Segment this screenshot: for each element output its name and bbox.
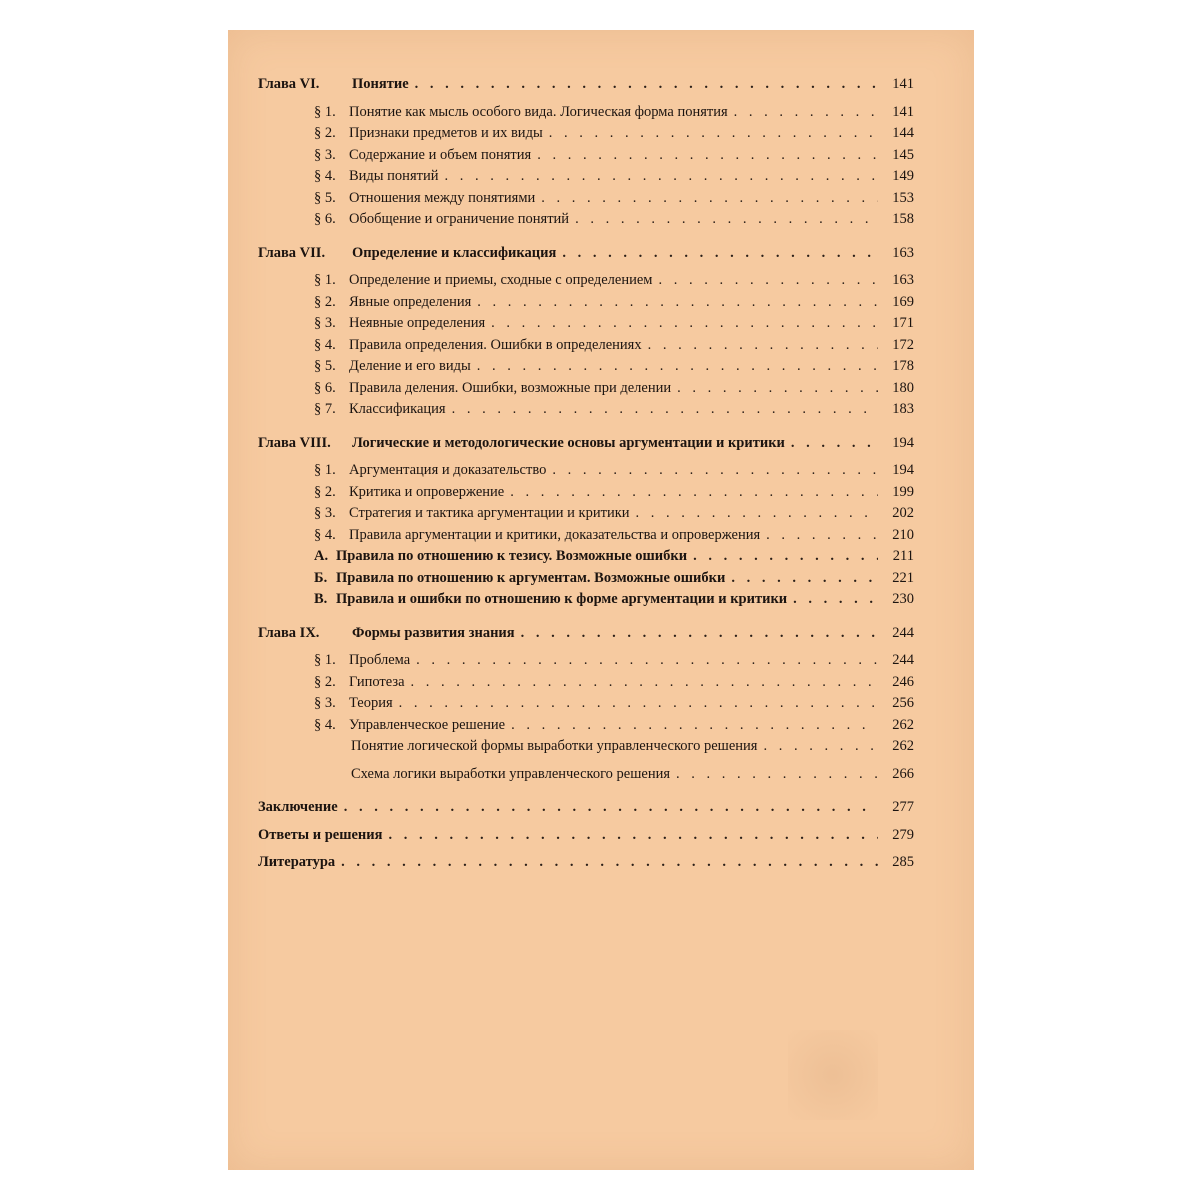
leader-dots [677, 378, 878, 400]
section-label: § 2. [314, 673, 336, 690]
section-entry [258, 209, 914, 231]
section-title: Обобщение и ограничение понятий [349, 211, 570, 227]
section-entry [258, 399, 914, 421]
subsection-title: Правила по отношению к аргументам. Возможные ошибки [336, 569, 726, 586]
page-number: 221 [892, 569, 914, 586]
section-title: Понятие как мысль особого вида. Логическая форма понятия [349, 103, 728, 120]
chapter-9-entry [258, 623, 914, 645]
section-entry [258, 715, 914, 737]
leader-dots [636, 503, 878, 525]
section-label: § 3. [314, 695, 336, 711]
section-entry [258, 313, 914, 335]
subsection-title: Схема логики выработки управленческого решения [351, 765, 671, 782]
section-entry [258, 672, 914, 694]
page-number: 145 [892, 146, 914, 163]
page-number: 244 [892, 652, 914, 668]
section-title: Правила деления. Ошибки, возможные при делении [349, 379, 672, 396]
leader-dots [734, 102, 878, 124]
section-title: Классификация [349, 401, 446, 417]
page-number: 285 [892, 854, 914, 870]
section-label: § 5. [314, 358, 336, 374]
leader-dots [763, 736, 878, 758]
chapter-title: Формы развития знания [352, 624, 515, 641]
leader-dots [549, 123, 878, 145]
page-number: 277 [892, 799, 914, 815]
section-title: Правила аргументации и критики, доказательства и опровержения [349, 526, 761, 543]
section-entry [258, 525, 914, 547]
leader-dots [341, 852, 878, 874]
chapter-title: Понятие [352, 76, 409, 92]
section-title: Теория [349, 695, 393, 711]
conclusion-entry [258, 797, 914, 819]
section-title: Содержание и объем понятия [349, 146, 532, 163]
paper-stain [788, 1030, 878, 1120]
section-label: § 3. [314, 315, 336, 331]
page-number: 141 [892, 76, 914, 92]
section-entry [258, 292, 914, 314]
leader-dots [510, 482, 878, 504]
section-label: § 4. [314, 168, 336, 184]
subsection-label: Б. [314, 569, 328, 586]
page-number: 202 [892, 505, 914, 521]
section-entry [258, 356, 914, 378]
leader-dots [562, 243, 878, 265]
page-number: 262 [892, 716, 914, 733]
subsection-title: Правила по отношению к тезису. Возможные ошибки [336, 548, 688, 564]
section-title: Определение и приемы, сходные с определением [349, 272, 653, 288]
entry-title: Литература [258, 854, 336, 870]
leader-dots [537, 145, 878, 167]
section-label: § 1. [314, 272, 336, 288]
page-number: 230 [892, 591, 914, 607]
section-entry [258, 460, 914, 482]
section-title: Аргументация и доказательство [349, 462, 547, 478]
section-label: § 4. [314, 336, 336, 353]
page-number: 171 [892, 315, 914, 331]
leader-dots [444, 166, 878, 188]
leader-dots [388, 825, 878, 847]
section-entry [258, 270, 914, 292]
subsection-label: А. [314, 548, 329, 564]
subsection-label: В. [314, 591, 328, 607]
chapter-8-entry [258, 433, 914, 455]
subsection-title: Понятие логической формы выработки управленческого решения [351, 738, 758, 754]
page-number: 211 [892, 548, 914, 564]
section-title: Виды понятий [349, 168, 439, 184]
leader-dots [648, 335, 878, 357]
section-entry [258, 378, 914, 400]
page-number: 199 [892, 483, 914, 500]
page-number: 178 [892, 358, 914, 374]
leader-dots [399, 693, 878, 715]
section-title: Явные определения [349, 293, 472, 310]
page-number: 163 [892, 272, 914, 288]
chapter-7-entry [258, 243, 914, 265]
leader-dots [575, 209, 878, 231]
section-entry [258, 145, 914, 167]
leader-dots [415, 74, 878, 96]
section-entry [258, 693, 914, 715]
leader-dots [452, 399, 878, 421]
section-title: Проблема [349, 652, 411, 668]
leader-dots [541, 188, 878, 210]
subsection-entry [258, 736, 914, 758]
chapter-label: Глава VIII. [258, 434, 331, 451]
section-label: § 3. [314, 505, 336, 521]
section-title: Стратегия и тактика аргументации и критики [349, 505, 630, 521]
leader-dots [793, 589, 878, 611]
section-entry [258, 335, 914, 357]
book-page [228, 30, 974, 1170]
answers-entry [258, 825, 914, 847]
chapter-label: Глава VII. [258, 244, 326, 261]
section-label: § 4. [314, 716, 336, 733]
subsection-entry [258, 568, 914, 590]
page-number: 244 [892, 624, 914, 641]
leader-dots [411, 672, 878, 694]
chapter-label: Глава IX. [258, 624, 320, 641]
page-number: 246 [892, 673, 914, 690]
section-label: § 2. [314, 125, 336, 141]
table-of-contents [258, 74, 914, 874]
chapter-title: Определение и классификация [352, 244, 557, 261]
leader-dots [477, 356, 878, 378]
page-number: 144 [892, 125, 914, 141]
leader-dots [552, 460, 878, 482]
section-label: § 3. [314, 146, 336, 163]
leader-dots [521, 623, 878, 645]
leader-dots [766, 525, 878, 547]
page-number: 158 [892, 211, 914, 227]
leader-dots [731, 568, 878, 590]
section-title: Неявные определения [349, 315, 486, 331]
section-label: § 5. [314, 189, 336, 206]
page-number: 256 [892, 695, 914, 711]
page-number: 194 [892, 434, 914, 451]
entry-title: Ответы и решения [258, 826, 383, 843]
section-title: Гипотеза [349, 673, 405, 690]
page-number: 180 [892, 379, 914, 396]
leader-dots [491, 313, 878, 335]
subsection-entry [258, 589, 914, 611]
section-title: Управленческое решение [349, 716, 506, 733]
chapter-title: Логические и методологические основы аргументации и критики [352, 434, 785, 451]
section-entry [258, 102, 914, 124]
subsection-title: Правила и ошибки по отношению к форме аргументации и критики [336, 591, 788, 607]
section-label: § 6. [314, 211, 336, 227]
page-number: 266 [892, 765, 914, 782]
entry-title: Заключение [258, 799, 338, 815]
page-number: 279 [892, 826, 914, 843]
section-entry [258, 650, 914, 672]
page-number: 169 [892, 293, 914, 310]
leader-dots [676, 764, 878, 786]
section-label: § 7. [314, 401, 336, 417]
section-entry [258, 503, 914, 525]
section-title: Признаки предметов и их виды [349, 125, 543, 141]
chapter-label: Глава VI. [258, 76, 320, 92]
leader-dots [658, 270, 878, 292]
page-number: 194 [892, 462, 914, 478]
page-number: 163 [892, 244, 914, 261]
leader-dots [477, 292, 878, 314]
leader-dots [791, 433, 878, 455]
section-entry [258, 482, 914, 504]
section-label: § 4. [314, 526, 336, 543]
page-number: 210 [892, 526, 914, 543]
page-number: 262 [892, 738, 914, 754]
subsection-entry [258, 764, 914, 786]
leader-dots [416, 650, 878, 672]
section-entry [258, 123, 914, 145]
section-title: Деление и его виды [349, 358, 471, 374]
section-entry [258, 188, 914, 210]
page-number: 172 [892, 336, 914, 353]
subsection-entry [258, 546, 914, 568]
leader-dots [511, 715, 878, 737]
section-entry [258, 166, 914, 188]
leader-dots [693, 546, 878, 568]
section-label: § 1. [314, 652, 336, 668]
section-label: § 6. [314, 379, 336, 396]
page-number: 149 [892, 168, 914, 184]
section-label: § 2. [314, 483, 336, 500]
page-number: 153 [892, 189, 914, 206]
section-label: § 2. [314, 293, 336, 310]
section-title: Критика и опровержение [349, 483, 505, 500]
page-number: 141 [892, 103, 914, 120]
literature-entry [258, 852, 914, 874]
section-title: Отношения между понятиями [349, 189, 536, 206]
section-title: Правила определения. Ошибки в определениях [349, 336, 642, 353]
chapter-6-entry [258, 74, 914, 96]
leader-dots [344, 797, 878, 819]
section-label: § 1. [314, 103, 336, 120]
page-number: 183 [892, 401, 914, 417]
section-label: § 1. [314, 462, 336, 478]
